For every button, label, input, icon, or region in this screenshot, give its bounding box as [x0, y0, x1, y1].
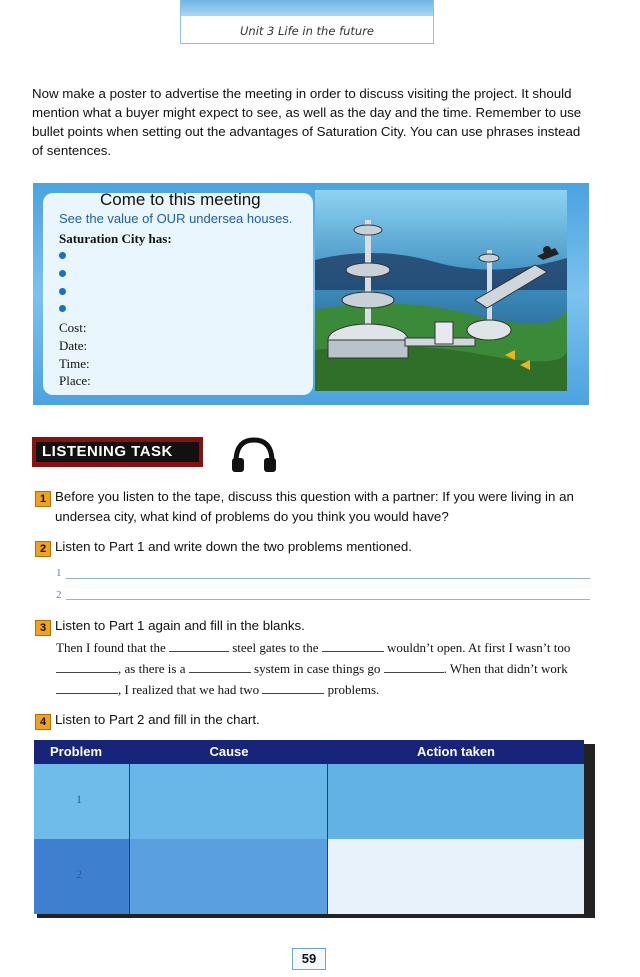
- fill-text: , as there is a: [118, 661, 186, 676]
- table-cell[interactable]: [34, 764, 130, 839]
- poster-field-cost: Cost:: [59, 320, 87, 335]
- question-number-1: 1: [35, 491, 51, 507]
- fill-blank[interactable]: [384, 672, 444, 673]
- unit-header: [180, 0, 434, 44]
- poster-field-date: Date:: [59, 338, 88, 353]
- fill-text: wouldn’t open. At first I wasn’t too: [387, 640, 571, 655]
- fill-text: , I realized that we had two: [118, 682, 260, 697]
- listening-task-banner: [32, 437, 203, 467]
- fill-blank[interactable]: [262, 693, 324, 694]
- fill-blank[interactable]: [322, 651, 384, 652]
- problem-chart-table: [34, 740, 584, 914]
- listening-task-label: LISTENING TASK: [36, 442, 199, 462]
- table-cell[interactable]: [130, 839, 328, 914]
- table-header-cause: Cause: [130, 740, 328, 764]
- poster-subtitle: See the value of OUR undersea houses.: [59, 211, 293, 226]
- fill-blank[interactable]: [169, 651, 229, 652]
- fill-text: system in case things go: [254, 661, 381, 676]
- answer-line-number: 2: [56, 589, 62, 601]
- answer-line-number: 1: [56, 567, 62, 579]
- poster-bullet: [59, 270, 66, 277]
- answer-line-2[interactable]: [66, 599, 590, 600]
- question-number-2: 2: [35, 541, 51, 557]
- fill-blank[interactable]: [56, 672, 118, 673]
- table-cell[interactable]: [328, 839, 584, 914]
- page-number: 59: [292, 948, 326, 970]
- fill-blank[interactable]: [189, 672, 251, 673]
- header-wave-decoration: [181, 0, 433, 16]
- poster-bullet: [59, 305, 66, 312]
- fill-text: problems.: [327, 682, 380, 697]
- table-cell[interactable]: [328, 764, 584, 839]
- table-row-number: 2: [76, 867, 82, 881]
- fill-line-1: [56, 640, 570, 656]
- poster-field-place: Place:: [59, 373, 91, 388]
- question-3-text: Listen to Part 1 again and fill in the blanks.: [55, 618, 305, 633]
- answer-line-1[interactable]: [66, 578, 590, 579]
- table-cell[interactable]: [130, 764, 328, 839]
- poster-field-time: Time:: [59, 356, 90, 371]
- poster-has-label: Saturation City has:: [59, 231, 172, 246]
- poster-bullet: [59, 252, 66, 259]
- intro-paragraph: Now make a poster to advertise the meeting in order to discuss visiting the project. It should mention what a buyer might expect to see, as well as the day and the time. Remember to use bullet points when setting out the advantages of Saturation City. You can use phrases instead of sentences.: [32, 86, 582, 158]
- poster-title: Come to this meeting: [100, 190, 261, 209]
- question-1-text: Before you listen to the tape, discuss this question with a partner: If you were living in an undersea city, what kind of problems do you think you would have?: [55, 489, 574, 524]
- poster-bullet: [59, 288, 66, 295]
- fill-text: . When that didn’t work: [443, 661, 568, 676]
- fill-blank[interactable]: [56, 693, 118, 694]
- fill-line-2: [56, 661, 568, 677]
- question-4-text: Listen to Part 2 and fill in the chart.: [55, 712, 260, 727]
- table-cell[interactable]: [34, 839, 130, 914]
- table-header-problem: Problem: [34, 740, 130, 764]
- question-number-3: 3: [35, 620, 51, 636]
- fill-text: steel gates to the: [232, 640, 319, 655]
- headphones-icon: [230, 436, 278, 474]
- undersea-city-illustration: [315, 190, 567, 391]
- question-number-4: 4: [35, 714, 51, 730]
- question-2-text: Listen to Part 1 and write down the two problems mentioned.: [55, 539, 412, 554]
- table-row-number: 1: [76, 792, 82, 806]
- table-header-action: Action taken: [328, 740, 584, 764]
- fill-line-3: [56, 682, 379, 698]
- fill-text: Then I found that the: [56, 640, 166, 655]
- unit-title: Unit 3 Life in the future: [239, 24, 375, 38]
